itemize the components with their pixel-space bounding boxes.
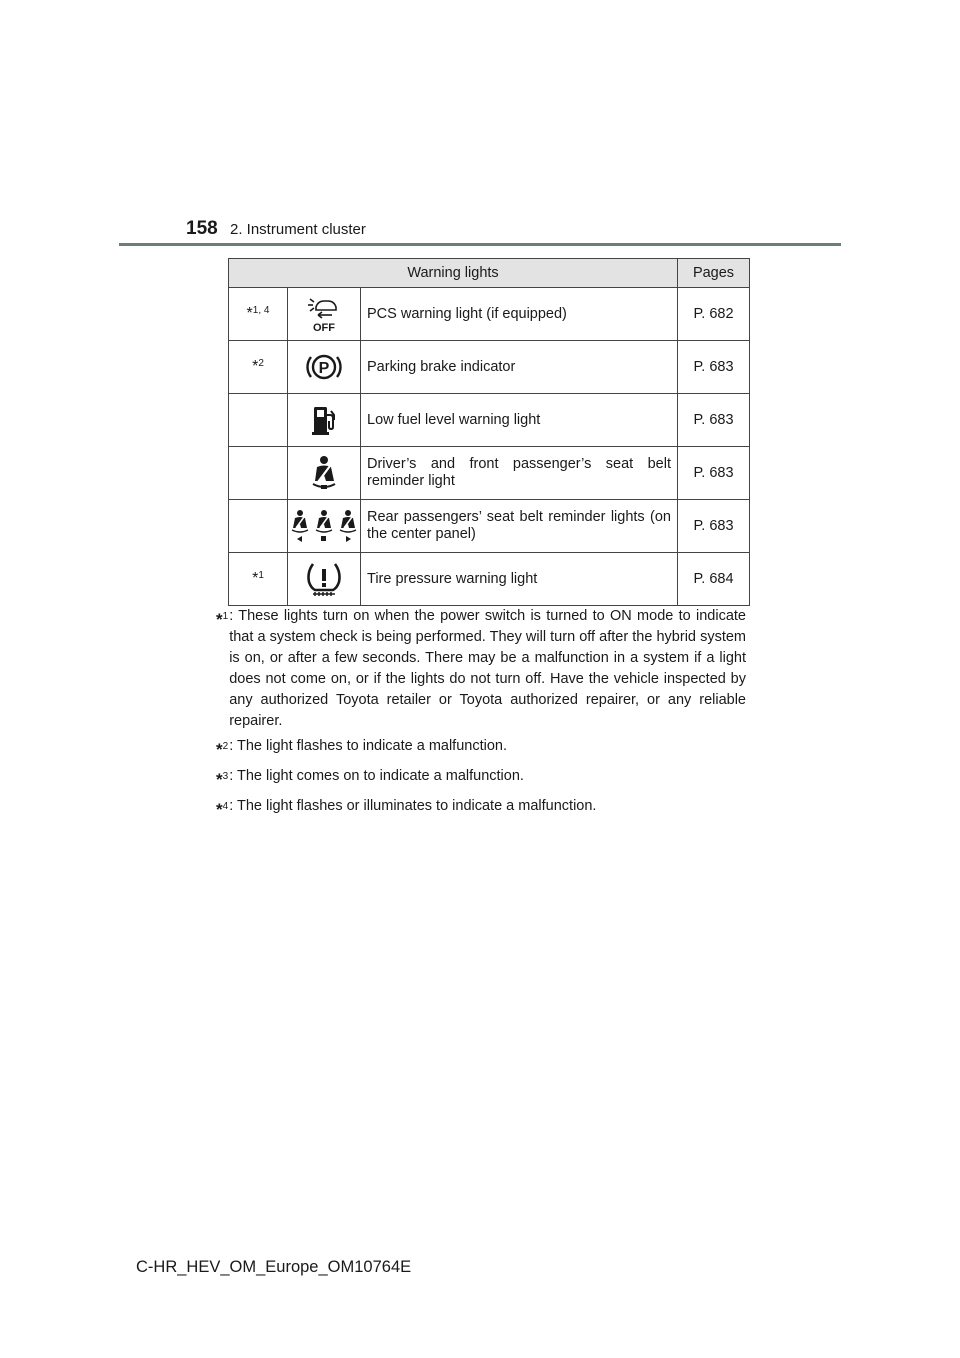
row-description: Low fuel level warning light [361, 394, 678, 447]
pcs-off-icon [288, 288, 361, 341]
svg-text:P: P [318, 360, 330, 377]
page-number: 158 [186, 218, 218, 239]
footnote-text: : The light flashes or illuminates to indicate a malfunction. [229, 798, 597, 814]
row-description: Tire pressure warning light [361, 553, 678, 606]
footnote-mark [229, 394, 288, 447]
table-row [229, 288, 750, 341]
warning-lights-table [228, 258, 750, 606]
svg-text:OFF: OFF [313, 322, 335, 334]
parking-brake-icon [288, 341, 361, 394]
header-rule [119, 243, 841, 246]
row-page-ref: P. 682 [678, 288, 750, 341]
row-page-ref: P. 683 [678, 447, 750, 500]
footnote-mark: *$^2$ [229, 341, 288, 394]
section-title: 2. Instrument cluster [230, 221, 366, 238]
table-row [229, 394, 750, 447]
footnote-mark [229, 447, 288, 500]
table-row [229, 447, 750, 500]
table-header-row [229, 259, 750, 288]
row-description: Driver’s and front passenger’s seat belt reminder light [361, 447, 678, 500]
table-row [229, 341, 750, 394]
row-page-ref: P. 683 [678, 500, 750, 553]
row-page-ref: P. 683 [678, 394, 750, 447]
rear-seat-belts-icon [288, 500, 361, 553]
row-page-ref: P. 684 [678, 553, 750, 606]
row-page-ref: P. 683 [678, 341, 750, 394]
footnotes [216, 606, 746, 826]
footnote [216, 736, 746, 762]
col-warning-lights: Warning lights [229, 259, 678, 288]
row-description: Parking brake indicator [361, 341, 678, 394]
footnote [216, 606, 746, 732]
seat-belt-icon [288, 447, 361, 500]
footnote-key: *$^1$ [216, 610, 229, 629]
footnote-mark: *$^1$ [229, 553, 288, 606]
footnote [216, 796, 746, 822]
footnote-text: : The light flashes to indicate a malfunction. [229, 738, 507, 754]
table-row [229, 500, 750, 553]
row-description: PCS warning light (if equipped) [361, 288, 678, 341]
footnote-text: : These lights turn on when the power switch is turned to ON mode to indicate that a system check is being performed. They will turn off after the hybrid system is on, or after a few seconds. There may be a malfunction in a system if a light does not come on, or if the lights do not turn off. Have the vehicle inspected by any authorized Toyota retailer or Toyota authorized repairer, or any reliable repairer. [229, 608, 746, 729]
footnote-mark [229, 500, 288, 553]
footnote [216, 766, 746, 792]
footnote-key: *$^4$ [216, 800, 229, 819]
footnote-text: : The light comes on to indicate a malfunction. [229, 768, 524, 784]
footnote-key: *$^2$ [216, 740, 229, 759]
fuel-pump-icon [288, 394, 361, 447]
tire-pressure-icon [288, 553, 361, 606]
row-description: Rear passengers’ seat belt reminder lights (on the center panel) [361, 500, 678, 553]
footnote-mark: *$^{1, 4}$ [229, 288, 288, 341]
table-row [229, 553, 750, 606]
footnote-key: *$^3$ [216, 770, 229, 789]
col-pages: Pages [678, 259, 750, 288]
document-id: C-HR_HEV_OM_Europe_OM10764E [136, 1258, 412, 1276]
